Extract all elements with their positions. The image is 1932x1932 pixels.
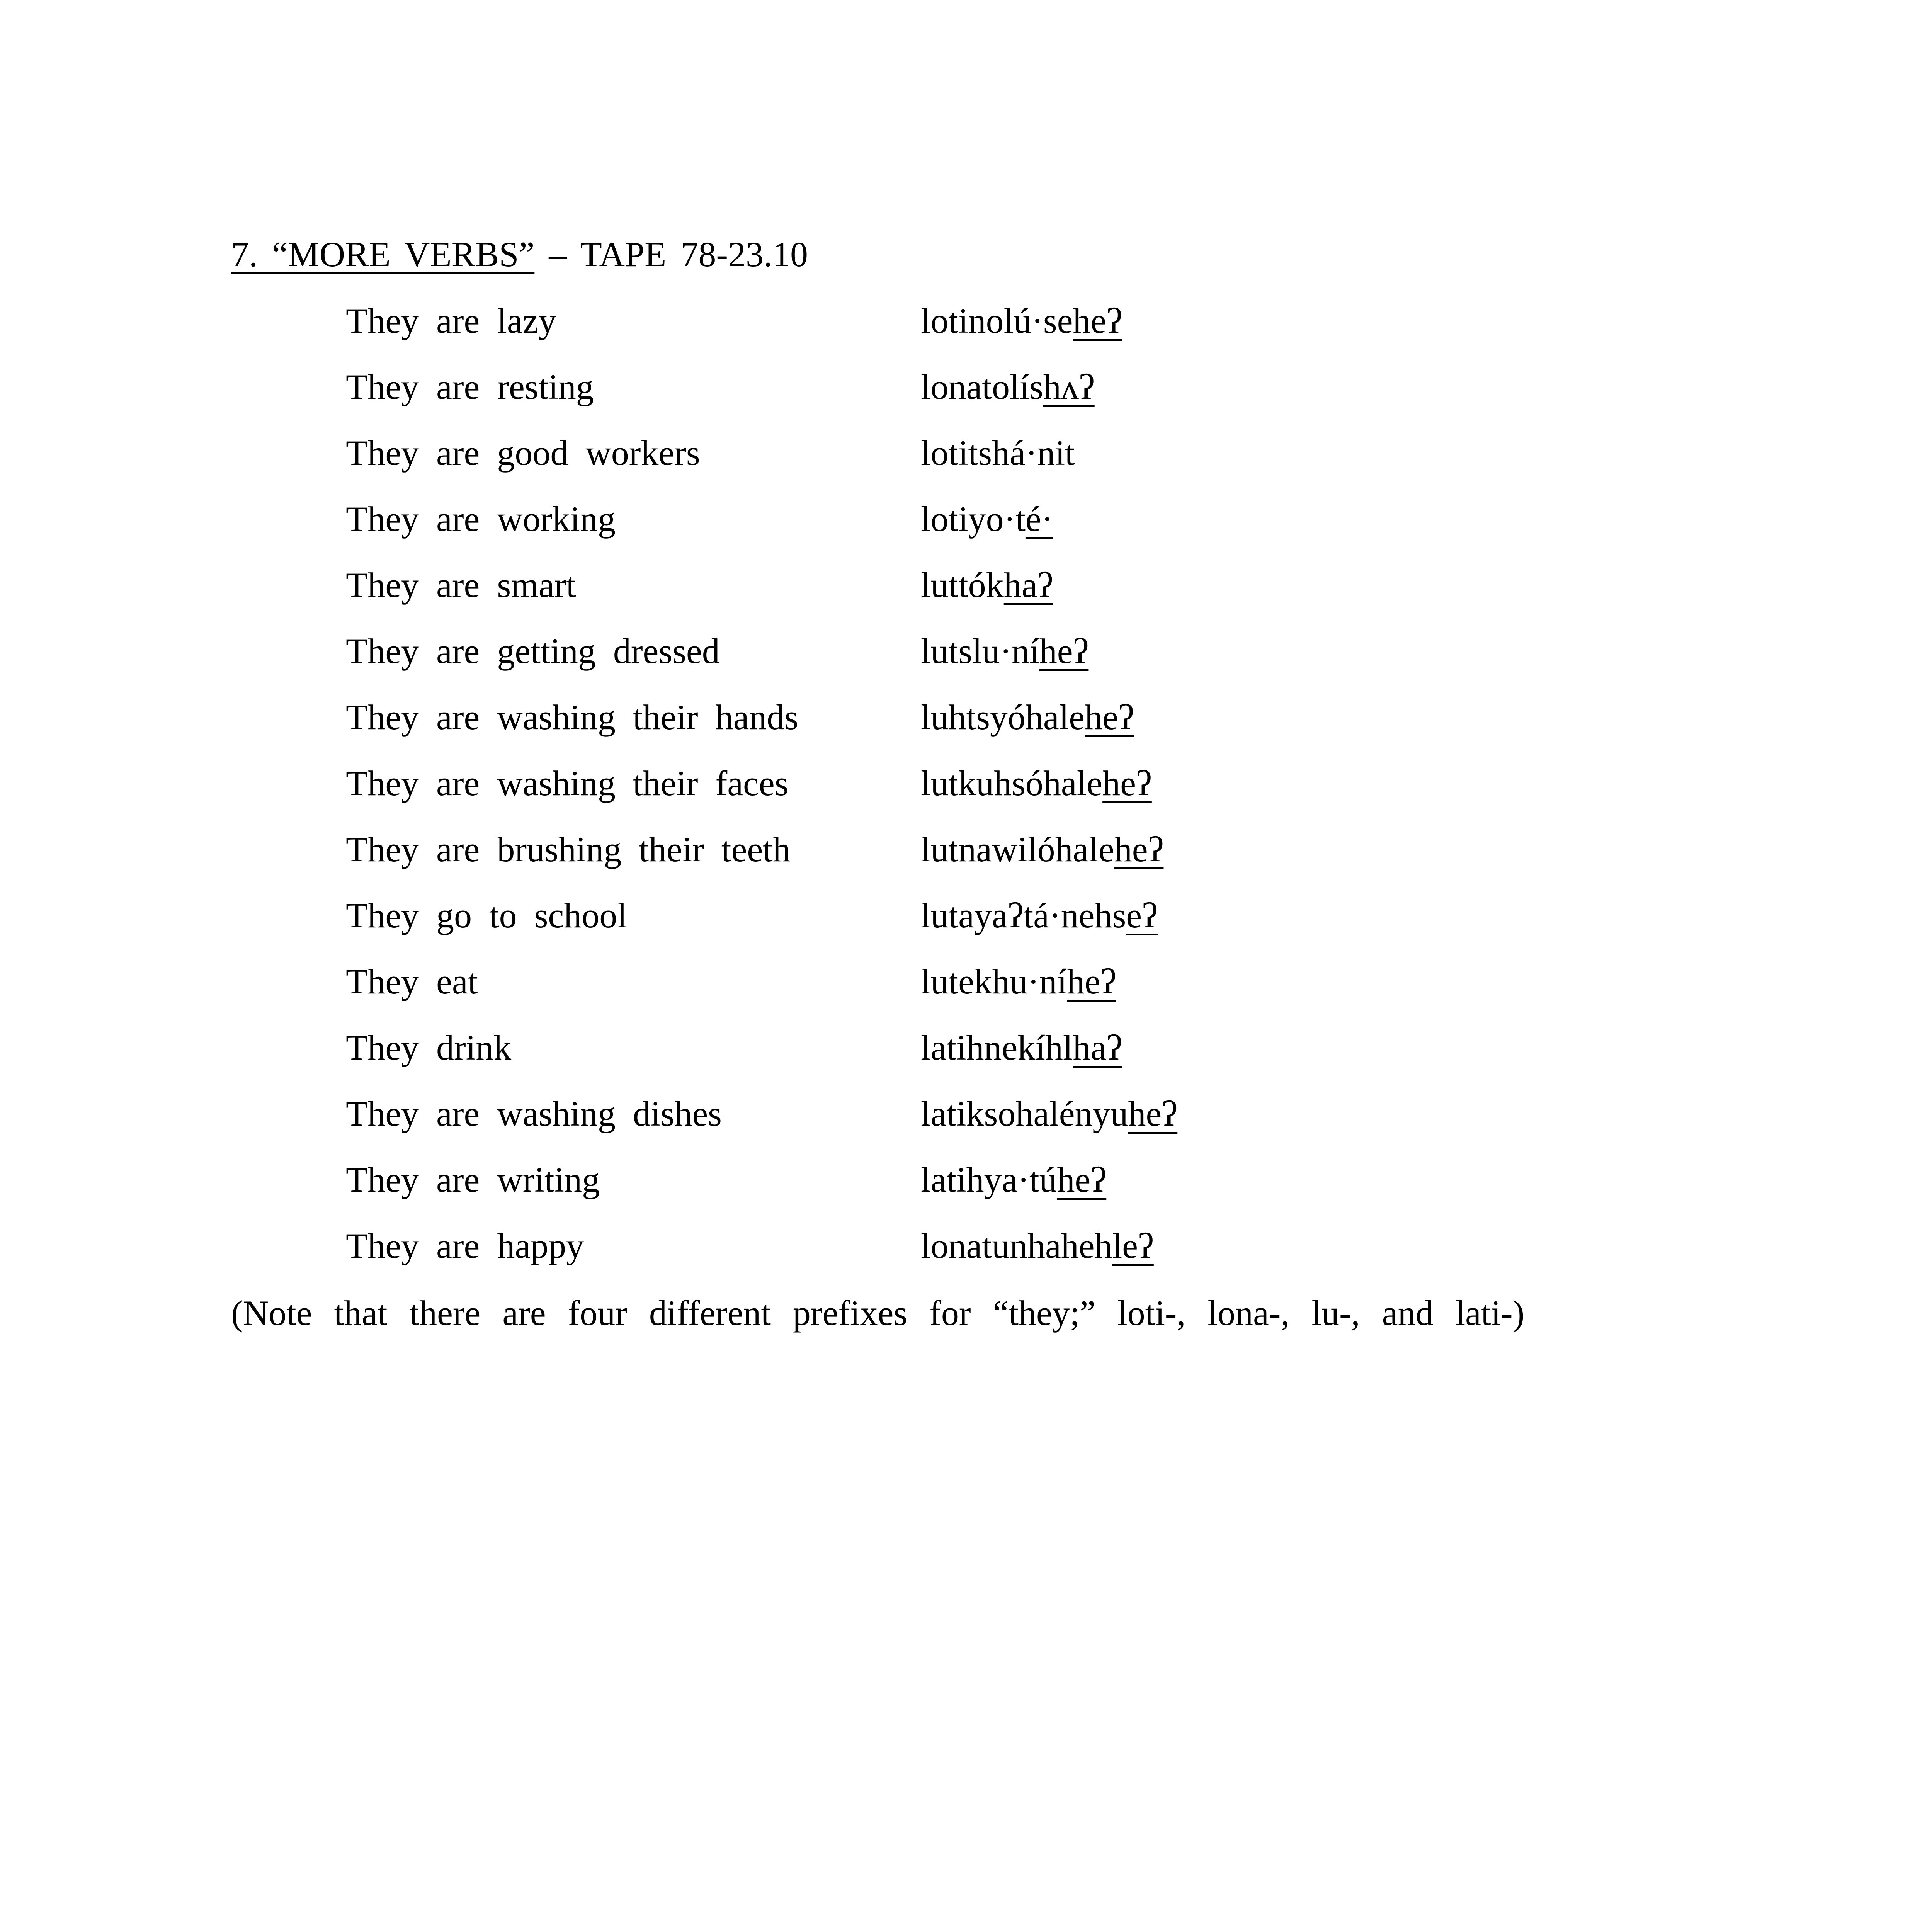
english-phrase: They eat xyxy=(346,962,478,1001)
native-word-underlined-suffix: heʔ xyxy=(1039,631,1089,671)
native-word xyxy=(921,496,1053,542)
native-word-underlined-suffix: heʔ xyxy=(1128,1094,1178,1133)
english-phrase: They are working xyxy=(346,499,616,539)
native-word xyxy=(921,1090,1177,1137)
native-word xyxy=(921,298,1122,344)
native-word-stem: lonatolís xyxy=(921,367,1043,406)
native-word-stem: lutekhu·ní xyxy=(921,962,1067,1001)
native-word-stem: lonatunhaheh xyxy=(921,1226,1112,1265)
native-word-underlined-suffix: hʌʔ xyxy=(1043,367,1095,406)
native-word-stem: luhtsyóhale xyxy=(921,697,1085,737)
native-word-underlined-suffix: heʔ xyxy=(1114,830,1164,869)
english-phrase: They go to school xyxy=(346,896,627,935)
native-word-stem: lutnawilóhale xyxy=(921,830,1114,869)
native-word xyxy=(921,628,1088,674)
native-word-underlined-suffix: heʔ xyxy=(1057,1160,1107,1199)
native-word xyxy=(921,1156,1106,1203)
section-title: 7. “MORE VERBS” xyxy=(231,235,535,274)
english-phrase: They are writing xyxy=(346,1160,600,1199)
native-word-stem: latiksohalényu xyxy=(921,1094,1128,1133)
section-subtitle: – TAPE 78-23.10 xyxy=(534,235,808,274)
native-word-stem: lotiyo·t xyxy=(921,499,1026,539)
english-phrase: They are smart xyxy=(346,565,576,605)
english-phrase: They are washing their hands xyxy=(346,697,799,737)
native-word-stem: lutayaʔtá·nehs xyxy=(921,896,1126,935)
native-word-underlined-suffix: eʔ xyxy=(1126,896,1158,935)
english-phrase: They are good workers xyxy=(346,433,700,473)
native-word xyxy=(921,1024,1122,1071)
native-word-underlined-suffix: heʔ xyxy=(1102,764,1152,803)
native-word-stem: lutslu·ní xyxy=(921,631,1039,671)
native-word xyxy=(921,958,1116,1005)
section-heading xyxy=(231,231,808,277)
english-phrase: They are brushing their teeth xyxy=(346,830,791,869)
native-word-stem: lutkuhsóhale xyxy=(921,764,1103,803)
native-word-stem: lotitshá·nit xyxy=(921,433,1075,473)
native-word-underlined-suffix: haʔ xyxy=(1003,565,1053,605)
native-word xyxy=(921,364,1095,410)
native-word-stem: latihnekíhl xyxy=(921,1028,1073,1067)
english-phrase: They drink xyxy=(346,1028,512,1067)
native-word xyxy=(921,694,1134,740)
native-word-underlined-suffix: heʔ xyxy=(1067,962,1116,1001)
english-phrase: They are washing their faces xyxy=(346,764,789,803)
native-word-stem: latihya·tú xyxy=(921,1160,1057,1199)
native-word-stem: luttók xyxy=(921,565,1004,605)
native-word xyxy=(921,826,1163,872)
english-phrase: They are lazy xyxy=(346,301,556,340)
english-phrase: They are washing dishes xyxy=(346,1094,722,1133)
english-phrase: They are happy xyxy=(346,1226,584,1265)
native-word xyxy=(921,892,1158,939)
english-phrase: They are resting xyxy=(346,367,594,406)
native-word xyxy=(921,430,1075,476)
native-word xyxy=(921,1223,1154,1269)
native-word-underlined-suffix: leʔ xyxy=(1112,1226,1154,1265)
native-word-underlined-suffix: é· xyxy=(1025,499,1053,539)
native-word xyxy=(921,760,1152,806)
native-word-underlined-suffix: heʔ xyxy=(1085,697,1134,737)
native-word-underlined-suffix: haʔ xyxy=(1073,1028,1122,1067)
native-word xyxy=(921,562,1053,608)
english-phrase: They are getting dressed xyxy=(346,631,720,671)
prefix-note: (Note that there are four different prefixes for “they;” loti-, lona-, lu-, and lati-) xyxy=(231,1293,1525,1333)
native-word-stem: lotinolú·se xyxy=(921,301,1073,340)
native-word-underlined-suffix: heʔ xyxy=(1073,301,1122,340)
